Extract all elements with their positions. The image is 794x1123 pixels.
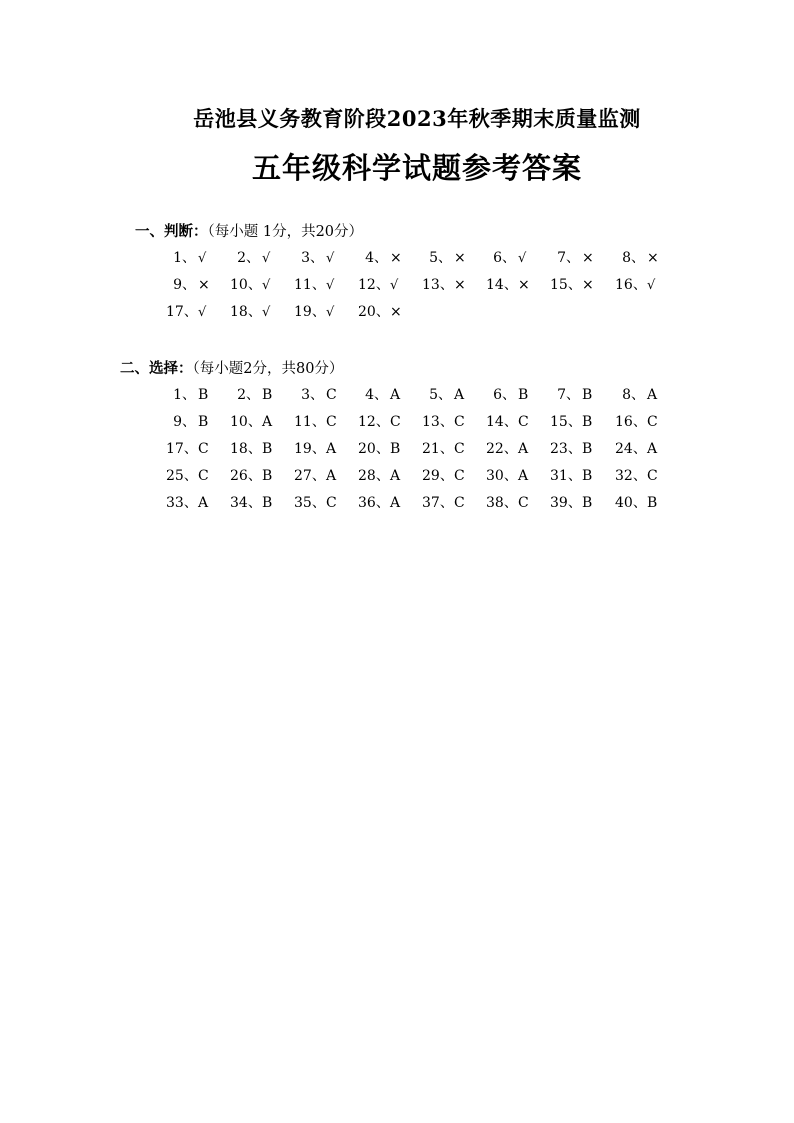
cross-mark-icon: ×	[518, 277, 530, 293]
check-mark-icon: √	[198, 305, 207, 320]
question-number: 12、	[358, 277, 390, 293]
answer-item	[294, 302, 334, 323]
answer-item	[486, 439, 528, 459]
question-number: 39、	[550, 495, 582, 511]
check-mark-icon: √	[262, 278, 271, 293]
question-number: 7、	[557, 387, 580, 403]
answer-choice: C	[518, 495, 529, 511]
answer-item	[615, 385, 657, 405]
document-title: 岳池县义务教育阶段2023年秋季期末质量监测	[193, 106, 641, 131]
answer-item	[166, 248, 206, 269]
question-number: 17、	[166, 441, 198, 457]
answer-choice: B	[262, 495, 273, 511]
answer-choice: B	[262, 441, 273, 457]
section-true-false-header	[135, 222, 794, 242]
question-number: 28、	[358, 468, 390, 484]
answer-item	[615, 493, 657, 513]
cross-mark-icon: ×	[582, 250, 594, 266]
question-number: 9、	[173, 277, 196, 293]
answer-choice: C	[198, 441, 209, 457]
answer-choice: B	[582, 414, 593, 430]
question-number: 6、	[493, 250, 516, 266]
question-number: 24、	[615, 441, 647, 457]
check-mark-icon: √	[647, 278, 656, 293]
answer-choice: C	[454, 468, 465, 484]
answer-item	[486, 275, 530, 295]
multiple-choice-answer-grid	[0, 385, 794, 520]
question-number: 38、	[486, 495, 518, 511]
section-true-false-scoring-note: （每小题 1分，共20分）	[207, 224, 364, 240]
question-number: 6、	[493, 387, 516, 403]
answer-choice: A	[390, 468, 401, 484]
answer-item	[294, 412, 337, 432]
answer-choice: B	[262, 387, 273, 403]
answer-choice: C	[518, 414, 529, 430]
answer-choice: C	[647, 414, 658, 430]
answer-row	[0, 248, 794, 275]
question-number: 5、	[429, 387, 452, 403]
question-number: 18、	[230, 441, 262, 457]
answer-item	[422, 493, 465, 513]
question-number: 14、	[486, 414, 518, 430]
question-number: 26、	[230, 468, 262, 484]
answer-choice: A	[390, 495, 401, 511]
answer-item	[230, 493, 272, 513]
answer-item	[422, 248, 466, 268]
section-true-false	[0, 222, 794, 329]
answer-choice: C	[454, 441, 465, 457]
answer-item	[615, 248, 659, 268]
answer-choice: B	[582, 495, 593, 511]
answer-choice: C	[326, 495, 337, 511]
answer-item	[486, 466, 528, 486]
answer-choice: A	[454, 387, 465, 403]
answer-choice: A	[326, 468, 337, 484]
answer-item	[550, 493, 592, 513]
answer-choice: B	[262, 468, 273, 484]
answer-choice: A	[262, 414, 273, 430]
answer-item	[358, 493, 400, 513]
answer-row	[0, 275, 794, 302]
answer-item	[550, 412, 592, 432]
answer-item	[358, 466, 400, 486]
section-multiple-choice-scoring-note: （每小题2分，共80分）	[192, 361, 344, 377]
cross-mark-icon: ×	[454, 250, 466, 266]
answer-choice: C	[198, 468, 209, 484]
answer-item	[550, 439, 592, 459]
answer-choice: C	[454, 495, 465, 511]
cross-mark-icon: ×	[198, 277, 210, 293]
question-number: 34、	[230, 495, 262, 511]
answer-item	[166, 493, 208, 513]
question-number: 11、	[294, 277, 326, 293]
question-number: 21、	[422, 441, 454, 457]
check-mark-icon: √	[262, 251, 271, 266]
question-number: 13、	[422, 277, 454, 293]
answer-item	[294, 275, 334, 296]
answer-item	[166, 439, 209, 459]
answer-item	[166, 412, 208, 432]
answer-item	[422, 412, 465, 432]
check-mark-icon: √	[198, 251, 207, 266]
answer-item	[422, 466, 465, 486]
answer-choice: A	[198, 495, 209, 511]
answer-item	[230, 385, 272, 405]
true-false-answer-grid	[0, 248, 794, 329]
answer-choice: C	[454, 414, 465, 430]
section-multiple-choice-header	[120, 359, 794, 379]
answer-row	[0, 439, 794, 466]
answer-item	[166, 275, 210, 295]
question-number: 10、	[230, 277, 262, 293]
question-number: 7、	[557, 250, 580, 266]
answer-item	[550, 248, 594, 268]
check-mark-icon: √	[518, 251, 527, 266]
answer-item	[358, 248, 402, 268]
answer-row	[0, 302, 794, 329]
answer-item	[422, 439, 465, 459]
section-multiple-choice-heading: 二、选择：	[120, 360, 193, 377]
answer-choice: A	[518, 441, 529, 457]
answer-choice: C	[647, 468, 658, 484]
question-number: 8、	[622, 250, 645, 266]
answer-item	[486, 493, 529, 513]
question-number: 36、	[358, 495, 390, 511]
answer-item	[550, 275, 594, 295]
question-number: 33、	[166, 495, 198, 511]
question-number: 20、	[358, 441, 390, 457]
answer-item	[294, 248, 334, 269]
answer-choice: B	[582, 387, 593, 403]
question-number: 1、	[173, 387, 196, 403]
question-number: 16、	[615, 277, 647, 293]
answer-item	[486, 385, 528, 405]
cross-mark-icon: ×	[582, 277, 594, 293]
question-number: 3、	[301, 387, 324, 403]
answer-choice: A	[390, 387, 401, 403]
check-mark-icon: √	[326, 278, 335, 293]
answer-item	[422, 385, 464, 405]
answer-item	[486, 248, 526, 269]
answer-item	[550, 385, 592, 405]
question-number: 37、	[422, 495, 454, 511]
question-number: 25、	[166, 468, 198, 484]
check-mark-icon: √	[262, 305, 271, 320]
question-number: 18、	[230, 304, 262, 320]
check-mark-icon: √	[326, 305, 335, 320]
question-number: 29、	[422, 468, 454, 484]
question-number: 40、	[615, 495, 647, 511]
question-number: 12、	[358, 414, 390, 430]
question-number: 15、	[550, 277, 582, 293]
answer-item	[358, 385, 400, 405]
question-number: 13、	[422, 414, 454, 430]
question-number: 32、	[615, 468, 647, 484]
answer-item	[230, 248, 270, 269]
answer-choice: C	[326, 414, 337, 430]
answer-item	[358, 412, 401, 432]
question-number: 8、	[622, 387, 645, 403]
section-multiple-choice	[0, 359, 794, 520]
answer-item	[358, 439, 400, 459]
question-number: 11、	[294, 414, 326, 430]
question-number: 27、	[294, 468, 326, 484]
answer-choice: B	[198, 387, 209, 403]
answer-choice: A	[647, 387, 658, 403]
question-number: 17、	[166, 304, 198, 320]
answer-item	[166, 302, 206, 323]
question-number: 35、	[294, 495, 326, 511]
answer-item	[550, 466, 592, 486]
answer-item	[230, 302, 270, 323]
question-number: 5、	[429, 250, 452, 266]
answer-item	[294, 493, 337, 513]
answer-item	[230, 275, 270, 296]
question-number: 2、	[237, 387, 260, 403]
cross-mark-icon: ×	[390, 304, 402, 320]
answer-row	[0, 493, 794, 520]
question-number: 10、	[230, 414, 262, 430]
answer-choice: A	[518, 468, 529, 484]
question-number: 23、	[550, 441, 582, 457]
answer-choice: B	[518, 387, 529, 403]
question-number: 1、	[173, 250, 196, 266]
question-number: 22、	[486, 441, 518, 457]
question-number: 15、	[550, 414, 582, 430]
answer-item	[615, 439, 657, 459]
answer-item	[294, 466, 336, 486]
answer-item	[615, 466, 658, 486]
answer-row	[0, 385, 794, 412]
section-true-false-heading: 一、判断：	[135, 223, 208, 240]
answer-choice: C	[390, 414, 401, 430]
question-number: 4、	[365, 250, 388, 266]
answer-choice: B	[390, 441, 401, 457]
check-mark-icon: √	[390, 278, 399, 293]
answer-item	[358, 275, 398, 296]
answer-item	[230, 439, 272, 459]
answer-choice: A	[326, 441, 337, 457]
question-number: 30、	[486, 468, 518, 484]
answer-item	[615, 412, 658, 432]
answer-row	[0, 412, 794, 439]
answer-item	[358, 302, 402, 322]
question-number: 16、	[615, 414, 647, 430]
cross-mark-icon: ×	[647, 250, 659, 266]
answer-item	[615, 275, 655, 296]
question-number: 19、	[294, 441, 326, 457]
answer-choice: B	[582, 441, 593, 457]
question-number: 9、	[173, 414, 196, 430]
answer-item	[166, 466, 209, 486]
answer-item	[230, 412, 272, 432]
cross-mark-icon: ×	[454, 277, 466, 293]
question-number: 14、	[486, 277, 518, 293]
answer-choice: A	[647, 441, 658, 457]
question-number: 4、	[365, 387, 388, 403]
answer-item	[166, 385, 208, 405]
document-subtitle: 五年级科学试题参考答案	[251, 151, 582, 185]
answer-choice: B	[198, 414, 209, 430]
question-number: 31、	[550, 468, 582, 484]
answer-choice: C	[326, 387, 337, 403]
answer-choice: B	[647, 495, 658, 511]
question-number: 2、	[237, 250, 260, 266]
answer-row	[0, 466, 794, 493]
answer-item	[486, 412, 529, 432]
cross-mark-icon: ×	[390, 250, 402, 266]
question-number: 20、	[358, 304, 390, 320]
answer-item	[294, 439, 336, 459]
answer-choice: B	[582, 468, 593, 484]
answer-item	[230, 466, 272, 486]
answer-item	[422, 275, 466, 295]
question-number: 3、	[301, 250, 324, 266]
question-number: 19、	[294, 304, 326, 320]
answer-item	[294, 385, 337, 405]
check-mark-icon: √	[326, 251, 335, 266]
